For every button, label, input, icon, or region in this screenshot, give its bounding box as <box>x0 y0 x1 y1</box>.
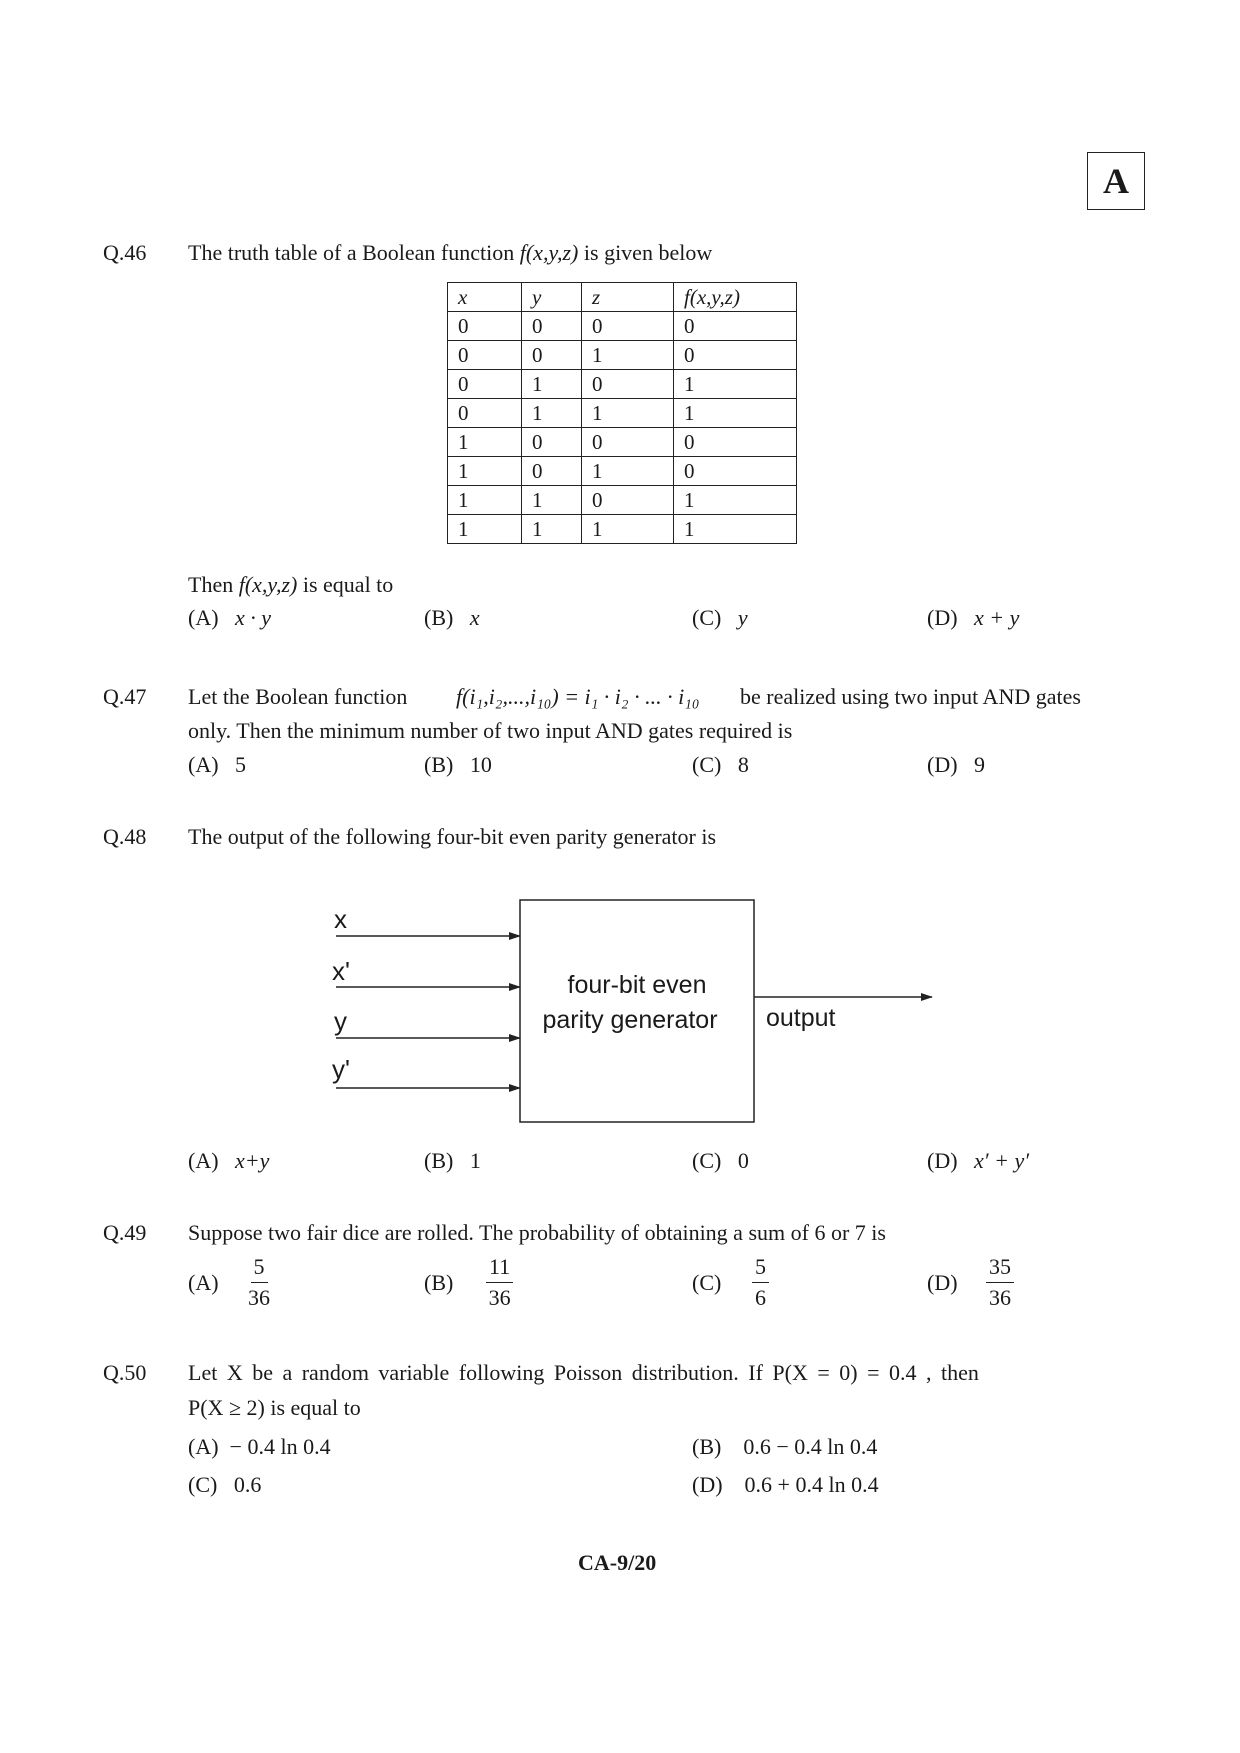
option-50-d: (D) 0.6 + 0.4 ln 0.4 <box>692 1472 879 1497</box>
truth-table-cell: 0 <box>522 312 582 341</box>
input-label-y: y <box>334 1006 347 1036</box>
option-48-d: (D) x′ + y′ <box>927 1148 1030 1173</box>
truth-table-cell: 1 <box>448 515 522 544</box>
truth-table-cell: 1 <box>522 370 582 399</box>
question-46-then-text: Then f(x,y,z) is equal to <box>188 572 394 597</box>
option-49-b-label: (B) <box>424 1270 454 1295</box>
question-number-47: Q.47 <box>103 684 147 709</box>
truth-table-cell: 0 <box>674 428 797 457</box>
option-46-a: (A) x · y <box>188 605 272 630</box>
option-49-a-label: (A) <box>188 1270 219 1295</box>
truth-table-row <box>448 428 797 457</box>
truth-table-cell: 1 <box>448 486 522 515</box>
truth-table-row <box>448 341 797 370</box>
input-label-x-prime: x' <box>332 956 350 986</box>
option-46-d: (D) x + y <box>927 605 1020 630</box>
option-48-c: (C) 0 <box>692 1148 749 1173</box>
option-48-a: (A) x+y <box>188 1148 270 1173</box>
truth-table-header-row <box>448 283 797 312</box>
option-47-d: (D) 9 <box>927 752 986 777</box>
truth-table-cell: 1 <box>674 515 797 544</box>
question-48-text: The output of the following four-bit even parity generator is <box>188 824 717 849</box>
truth-table-row <box>448 515 797 544</box>
truth-table <box>447 282 797 544</box>
truth-table-cell: 1 <box>582 341 674 370</box>
question-number-49: Q.49 <box>103 1220 147 1245</box>
truth-table-cell: 0 <box>674 457 797 486</box>
question-number-50: Q.50 <box>103 1360 147 1385</box>
option-50-b: (B) 0.6 − 0.4 ln 0.4 <box>692 1434 878 1459</box>
question-50-line1: Let X be a random variable following Poisson distribution. If P(X = 0) = 0.4 , then <box>188 1360 979 1385</box>
truth-table-header-cell: f(x,y,z) <box>674 283 797 312</box>
box-label-line2: parity generator <box>542 1006 718 1034</box>
truth-table-cell: 0 <box>448 370 522 399</box>
option-47-b: (B) 10 <box>424 752 492 777</box>
question-50-line2: P(X ≥ 2) is equal to <box>188 1395 361 1420</box>
truth-table-cell: 0 <box>582 370 674 399</box>
truth-table-cell: 1 <box>674 486 797 515</box>
paper-set-label: A <box>1087 152 1145 210</box>
question-47-formula: f(i₁,i₂,...,i₁₀) = i₁ · i₂ · ... · i₁₀ <box>456 684 700 709</box>
option-49-c-fraction: $\frac{5}{6}$ <box>752 1254 769 1311</box>
option-48-b: (B) 1 <box>424 1148 481 1173</box>
question-47-line1-end: be realized using two input AND gates <box>740 684 1081 709</box>
truth-table-cell: 1 <box>582 515 674 544</box>
truth-table-cell: 0 <box>522 428 582 457</box>
truth-table-cell: 1 <box>674 370 797 399</box>
box-label-line1: four-bit even <box>567 971 707 999</box>
truth-table-cell: 1 <box>522 399 582 428</box>
truth-table-cell: 0 <box>448 341 522 370</box>
option-49-b-fraction: $\frac{11}{36}$ <box>486 1254 513 1311</box>
option-49-d-fraction: $\frac{35}{36}$ <box>986 1254 1014 1311</box>
truth-table-cell: 0 <box>582 428 674 457</box>
truth-table-row <box>448 399 797 428</box>
truth-table-row <box>448 370 797 399</box>
truth-table-cell: 0 <box>674 341 797 370</box>
truth-table-cell: 0 <box>522 457 582 486</box>
page-footer: CA-9/20 <box>578 1550 657 1575</box>
option-47-c: (C) 8 <box>692 752 749 777</box>
truth-table-cell: 1 <box>674 399 797 428</box>
question-49-text: Suppose two fair dice are rolled. The probability of obtaining a sum of 6 or 7 is <box>188 1220 886 1245</box>
truth-table-header-cell: y <box>522 283 582 312</box>
input-label-y-prime: y' <box>332 1054 350 1084</box>
truth-table-row <box>448 486 797 515</box>
truth-table-cell: 0 <box>582 312 674 341</box>
truth-table-header-cell: z <box>582 283 674 312</box>
truth-table-cell: 0 <box>582 486 674 515</box>
question-47-line2: only. Then the minimum number of two input AND gates required is <box>188 718 793 743</box>
question-number-46: Q.46 <box>103 240 147 265</box>
truth-table-cell: 1 <box>522 515 582 544</box>
option-50-a: (A) − 0.4 ln 0.4 <box>188 1434 331 1459</box>
option-47-a: (A) 5 <box>188 752 247 777</box>
truth-table-row <box>448 312 797 341</box>
option-46-c: (C) y <box>692 605 748 630</box>
option-49-a-fraction: $\frac{5}{36}$ <box>248 1254 270 1310</box>
question-number-48: Q.48 <box>103 824 147 849</box>
question-47-line1-start: Let the Boolean function <box>188 684 408 709</box>
option-49-d-label: (D) <box>927 1270 958 1295</box>
parity-generator-diagram <box>320 890 960 1130</box>
option-50-c: (C) 0.6 <box>188 1472 262 1497</box>
option-46-b: (B) x <box>424 605 480 630</box>
truth-table-cell: 1 <box>582 457 674 486</box>
input-label-x: x <box>334 904 347 934</box>
option-49-c-label: (C) <box>692 1270 722 1295</box>
truth-table-row <box>448 457 797 486</box>
truth-table-header-cell: x <box>448 283 522 312</box>
output-label: output <box>766 1004 836 1032</box>
truth-table-cell: 0 <box>448 399 522 428</box>
truth-table-cell: 1 <box>522 486 582 515</box>
truth-table-cell: 1 <box>448 457 522 486</box>
truth-table-cell: 1 <box>448 428 522 457</box>
truth-table-cell: 1 <box>582 399 674 428</box>
truth-table-cell: 0 <box>522 341 582 370</box>
truth-table-cell: 0 <box>448 312 522 341</box>
question-46-text: The truth table of a Boolean function f(x,y,z) is given below <box>188 240 713 265</box>
truth-table-cell: 0 <box>674 312 797 341</box>
